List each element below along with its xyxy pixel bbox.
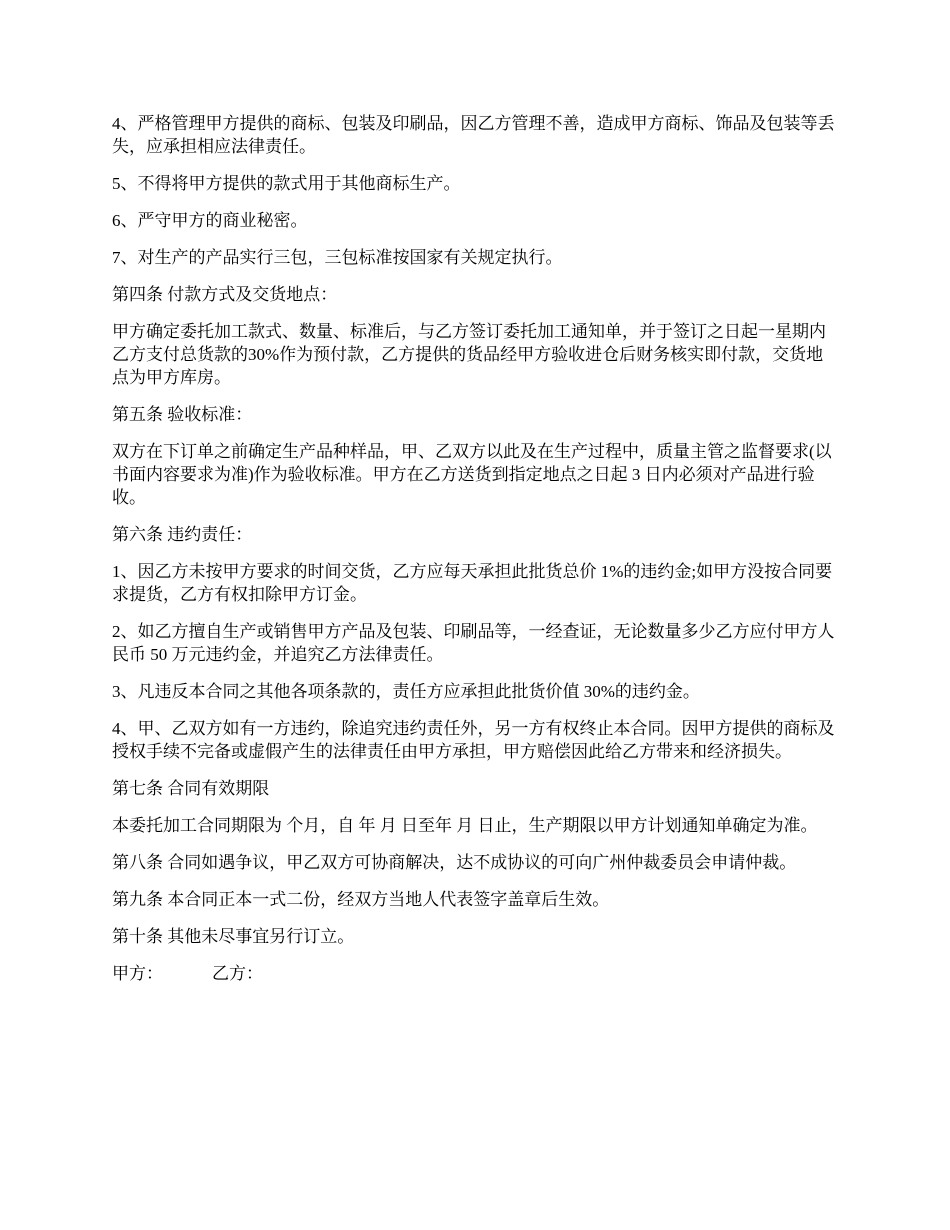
clause-paragraph: 本委托加工合同期限为 个月，自 年 月 日至年 月 日止，生产期限以甲方计划通知单确定为准。 xyxy=(112,816,818,835)
clause-paragraph: 2、如乙方擅自生产或销售甲方产品及包装、印刷品等，一经查证，无论数量多少乙方应付甲方人民币 50 万元违约金，并追究乙方法律责任。 xyxy=(112,622,835,664)
clause-paragraph: 甲方确定委托加工款式、数量、标准后，与乙方签订委托加工通知单，并于签订之日起一星期内乙方支付总货款的30%作为预付款，乙方提供的货品经甲方验收进仓后财务核实即付款，交货地点为甲方库房。 xyxy=(112,322,826,387)
section-heading: 第四条 付款方式及交货地点： xyxy=(112,285,338,304)
clause-paragraph: 7、对生产的产品实行三包，三包标准按国家有关规定执行。 xyxy=(112,248,563,267)
clause-paragraph: 3、凡违反本合同之其他各项条款的，责任方应承担此批货价值 30%的违约金。 xyxy=(112,682,700,701)
clause-paragraph: 4、严格管理甲方提供的商标、包装及印刷品，因乙方管理不善，造成甲方商标、饰品及包装等丢失，应承担相应法律责任。 xyxy=(112,114,835,156)
party-a-signature-label: 甲方： xyxy=(112,964,163,983)
clause-paragraph: 6、严守甲方的商业秘密。 xyxy=(112,211,308,230)
clause-paragraph: 4、甲、乙双方如有一方违约，除追究违约责任外，另一方有权终止本合同。因甲方提供的商标及授权手续不完备或虚假产生的法律责任由甲方承担，甲方赔偿因此给乙方带来和经济损失。 xyxy=(112,719,835,761)
clause-paragraph: 5、不得将甲方提供的款式用于其他商标生产。 xyxy=(112,174,461,193)
signature-line xyxy=(112,962,840,985)
section-heading: 第七条 合同有效期限 xyxy=(112,779,270,798)
section-heading: 第五条 验收标准： xyxy=(112,405,253,424)
document-body xyxy=(112,112,840,985)
clause-paragraph: 第九条 本合同正本一式二份，经双方当地人代表签字盖章后生效。 xyxy=(112,890,610,909)
party-b-signature-label: 乙方： xyxy=(212,964,263,983)
clause-paragraph: 第十条 其他未尽事宜另行订立。 xyxy=(112,927,355,946)
clause-paragraph: 双方在下订单之前确定生产品种样品，甲、乙双方以此及在生产过程中，质量主管之监督要求(以书面内容要求为准)作为验收标准。甲方在乙方送货到指定地点之日起 3 日内必须对产品进行验收。 xyxy=(112,442,832,507)
clause-paragraph: 1、因乙方未按甲方要求的时间交货，乙方应每天承担此批货总价 1%的违约金;如甲方没按合同要求提货，乙方有权扣除甲方订金。 xyxy=(112,562,833,604)
clause-paragraph: 第八条 合同如遇争议，甲乙双方可协商解决，达不成协议的可向广州仲裁委员会申请仲裁。 xyxy=(112,853,797,872)
section-heading: 第六条 违约责任： xyxy=(112,525,253,544)
